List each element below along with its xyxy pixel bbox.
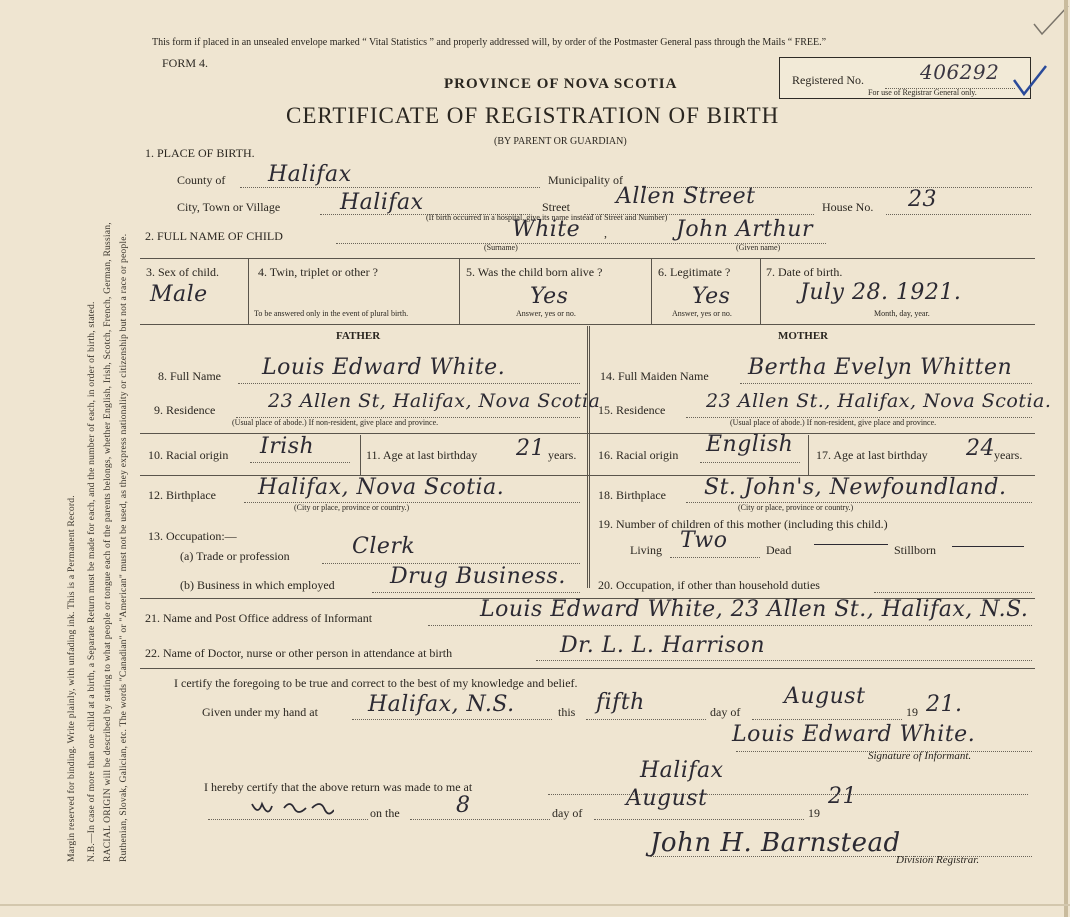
born-alive-caption: Answer, yes or no. xyxy=(516,309,576,318)
father-racial-value: Irish xyxy=(260,434,315,459)
blue-check-mark xyxy=(1010,60,1050,100)
registrar-year-prefix: 19 xyxy=(808,806,820,820)
given-day-of-label: day of xyxy=(710,705,741,719)
father-residence-label: 9. Residence xyxy=(154,403,216,417)
county-label: County of xyxy=(177,173,226,187)
municipality-label: Municipality of xyxy=(548,173,623,187)
registrar-signature: John H. Barnstead xyxy=(650,828,901,858)
mail-notice: This form if placed in an unsealed envelope marked “ Vital Statistics ” and properly addressed will, by order of the Postmaster General pass through the Mails “ FREE.” xyxy=(152,37,827,48)
registered-number: 406292 xyxy=(920,60,1000,84)
street-label: Street xyxy=(542,200,570,214)
father-racial-label: 10. Racial origin xyxy=(148,448,229,462)
informant-certification: I certify the foregoing to be true and correct to the best of my knowledge and belief. xyxy=(174,676,578,690)
dob-caption: Month, day, year. xyxy=(874,309,930,318)
informant-signature-caption: Signature of Informant. xyxy=(868,750,972,762)
county-value: Halifax xyxy=(268,162,352,187)
registrar-place: Halifax xyxy=(640,758,724,783)
informant-label: 21. Name and Post Office address of Informant xyxy=(145,611,373,625)
given-year-prefix: 19 xyxy=(906,705,918,719)
business-label: (b) Business in which employed xyxy=(180,578,335,592)
given-day-value: fifth xyxy=(596,690,645,715)
living-label: Living xyxy=(630,543,662,557)
surname-caption: (Surname) xyxy=(484,243,518,252)
father-age-value: 21 xyxy=(516,436,545,461)
house-number-value: 23 xyxy=(908,187,937,212)
margin-note-1: Margin reserved for binding. Write plainly, with unfading ink. This is a Permanent Record. xyxy=(66,495,77,862)
registered-label: Registered No. xyxy=(792,73,864,87)
dob-value: July 28. 1921. xyxy=(800,280,962,305)
mother-occupation-label: 20. Occupation, if other than household duties xyxy=(598,578,820,592)
given-month-value: August xyxy=(784,684,866,709)
mother-birthplace-value: St. John's, Newfoundland. xyxy=(704,475,1007,500)
province-heading: PROVINCE OF NOVA SCOTIA xyxy=(444,76,678,92)
margin-note-2: N.B.—In case of more than one child at a birth, a Separate Return must be made for each, and the number of each, in order of birth, stated. xyxy=(86,301,97,862)
legitimate-label: 6. Legitimate ? xyxy=(658,265,731,279)
street-value: Allen Street xyxy=(616,184,756,209)
mother-birthplace-label: 18. Birthplace xyxy=(598,488,666,502)
mother-residence-caption: (Usual place of abode.) If non-resident, give place and province. xyxy=(730,418,937,427)
doctor-label: 22. Name of Doctor, nurse or other person in attendance at birth xyxy=(145,646,453,660)
registrar-day-value: 8 xyxy=(456,793,471,818)
business-value: Drug Business. xyxy=(390,564,566,589)
given-at-place: Halifax, N.S. xyxy=(368,692,515,717)
place-of-birth-heading: 1. PLACE OF BIRTH. xyxy=(145,146,255,160)
dead-label: Dead xyxy=(766,543,792,557)
city-label: City, Town or Village xyxy=(177,200,281,214)
given-name-caption: (Given name) xyxy=(736,243,781,252)
father-birthplace-label: 12. Birthplace xyxy=(148,488,216,502)
city-value: Halifax xyxy=(340,190,424,215)
mother-name-value: Bertha Evelyn Whitten xyxy=(748,355,1013,380)
child-surname: White xyxy=(512,217,581,242)
doctor-value: Dr. L. L. Harrison xyxy=(560,633,765,658)
house-number-label: House No. xyxy=(822,200,874,214)
trade-value: Clerk xyxy=(352,534,416,559)
trade-label: (a) Trade or profession xyxy=(180,549,290,563)
children-count-label: 19. Number of children of this mother (including this child.) xyxy=(598,517,888,531)
certificate-title: CERTIFICATE OF REGISTRATION OF BIRTH xyxy=(286,103,780,128)
father-name-label: 8. Full Name xyxy=(158,369,221,383)
mother-racial-label: 16. Racial origin xyxy=(598,448,679,462)
certificate-subtitle: (BY PARENT OR GUARDIAN) xyxy=(494,136,627,147)
registrar-day-of-label: day of xyxy=(552,806,583,820)
father-occupation-label: 13. Occupation:— xyxy=(148,529,237,543)
given-year-value: 21. xyxy=(926,692,963,717)
father-age-years: years. xyxy=(548,448,577,462)
born-alive-value: Yes xyxy=(530,284,569,309)
mother-residence-value: 23 Allen St., Halifax, Nova Scotia. xyxy=(706,390,1052,412)
margin-note-3: RACIAL ORIGIN will be described by stating to what people or tongue each of the parents belongs, whether English, Irish, Scotch, French, German, Russian, xyxy=(102,222,113,862)
registrar-use-note: For use of Registrar General only. xyxy=(868,88,977,97)
registration-box xyxy=(779,57,1031,99)
hospital-note: (If birth occurred in a hospital, give its name instead of Street and Number) xyxy=(426,213,668,222)
sex-value: Male xyxy=(150,282,208,307)
registrar-year-value: 21 xyxy=(828,784,857,809)
informant-value: Louis Edward White, 23 Allen St., Halifax, N.S. xyxy=(480,597,1029,622)
given-at-label: Given under my hand at xyxy=(202,705,318,719)
binding-margin xyxy=(0,0,140,917)
legitimate-value: Yes xyxy=(692,284,731,309)
mother-birthplace-caption: (City or place, province or country.) xyxy=(738,503,854,512)
registrar-on-the-label: on the xyxy=(370,806,400,820)
dob-label: 7. Date of birth. xyxy=(766,265,843,279)
father-age-label: 11. Age at last birthday xyxy=(366,448,478,462)
living-value: Two xyxy=(680,528,728,553)
born-alive-label: 5. Was the child born alive ? xyxy=(466,265,603,279)
father-birthplace-value: Halifax, Nova Scotia. xyxy=(258,475,505,500)
mother-name-label: 14. Full Maiden Name xyxy=(600,369,709,383)
informant-signature: Louis Edward White. xyxy=(732,722,976,747)
father-name-value: Louis Edward White. xyxy=(262,355,506,380)
registrar-caption: Division Registrar. xyxy=(896,854,980,866)
sex-label: 3. Sex of child. xyxy=(146,265,219,279)
child-name-label: 2. FULL NAME OF CHILD xyxy=(145,229,283,243)
twin-label: 4. Twin, triplet or other ? xyxy=(258,265,378,279)
legitimate-caption: Answer, yes or no. xyxy=(672,309,732,318)
mother-residence-label: 15. Residence xyxy=(598,403,666,417)
twin-note: To be answered only in the event of plural birth. xyxy=(254,309,409,318)
father-birthplace-caption: (City or place, province or country.) xyxy=(294,503,410,512)
registrar-certification: I hereby certify that the above return was made to me at xyxy=(204,780,473,794)
father-residence-caption: (Usual place of abode.) If non-resident, give place and province. xyxy=(232,418,439,427)
mother-age-label: 17. Age at last birthday xyxy=(816,448,928,462)
mother-age-years: years. xyxy=(994,448,1023,462)
mother-racial-value: English xyxy=(706,432,794,457)
mother-age-value: 24 xyxy=(966,436,995,461)
stillborn-label: Stillborn xyxy=(894,543,937,557)
this-label: this xyxy=(558,705,576,719)
father-heading: FATHER xyxy=(336,330,381,342)
child-given-name: John Arthur xyxy=(676,217,813,242)
form-number: FORM 4. xyxy=(162,56,209,70)
mother-heading: MOTHER xyxy=(778,330,829,342)
margin-note-4: Ruthenian, Slovak, Galician, etc. The words "Canadian" or "American" must not be used, as they express nationality or citizenship but not a race or people. xyxy=(118,233,129,862)
birth-certificate: Margin reserved for binding. Write plainly, with unfading ink. This is a Permanent Record. N.B.—In case of more than one child at a birth, a Separate Return must be made for each, and the number of each, in order of birth, stated. RACIAL ORIGIN will be described by stating to what people or tongue each of the parents belongs, whether English, Irish, Scotch, French, German, Russian, Ruthenian, Slovak, Galician, etc. The words "Canadian" or "American" must not be used, as they express nationality or citizenship but not a race or people. This form if placed in an unsealed envelope marked “ Vital Statistics ” and properly addressed will, by order of the Postmaster General pass through the Mails “ FREE.” FORM 4. PROVINCE OF NOVA SCOTIA CERTIFICATE OF REGISTRATION OF BIRTH (BY PARENT OR GUARDIAN) Registered No. 406292 For use of Registrar General only. 1. PLACE OF BIRTH. County of Halifax Municipality of City, Town or Village Halifax Street Allen Street House No. 23 (If birth occurred in a hospital, give its name instead of Street and Number) 2. FULL NAME OF CHILD White , John Arthur (Surname) (Given name) 3. Sex of child. Male 4. Twin, triplet or other ? To be answered only in the event of plural birth. 5. Was the child born alive ? Yes Answer, yes or no. 6. Legitimate ? Yes Answer, yes or no. 7. Date of birth. July 28. 1921. Month, day, year. FATHER MOTHER 8. Full Name Louis Edward White. 14. Full Maiden Name Bertha Evelyn Whitten 9. Residence 23 Allen St, Halifax, Nova Scotia (Usual place of abode.) If non-resident, give place and province. 15. Residence 23 Allen St., Halifax, Nova Scotia. (Usual place of abode.) If non-resident, give place and province. 10. Racial origin Irish 11. Age at last birthday 21 years. 16. Racial origin English 17. Age at last birthday 24 years. 12. Birthplace Halifax, Nova Scotia. (City or place, province or country.) 18. Birthplace St. John's, Newfoundland. (City or place, province or country.) 13. Occupation:— (a) Trade or profession Clerk (b) Business in which employed Drug Business. 19. Number of children of this mother (including this child.) Living Two Dead Stillborn 20. Occupation, if other than household duties 21. Name and Post Office address of Informant Louis Edward White, 23 Allen St., Halifax, N.S. 22. Name of Doctor, nurse or other person in attendance at birth Dr. L. L. Harrison I certify the foregoing to be true and correct to the best of my knowledge and belief. Given under my hand at Halifax, N.S. this fifth day of August 19 21. Louis Edward White. Signature of Informant. I hereby certify that the above return was made to me at Halifax on the 8 day of August 19 21 John H. Barnstead Division Registrar. xyxy=(0,0,1070,917)
registrar-month-value: August xyxy=(626,786,708,811)
father-residence-value: 23 Allen St, Halifax, Nova Scotia xyxy=(268,390,601,412)
